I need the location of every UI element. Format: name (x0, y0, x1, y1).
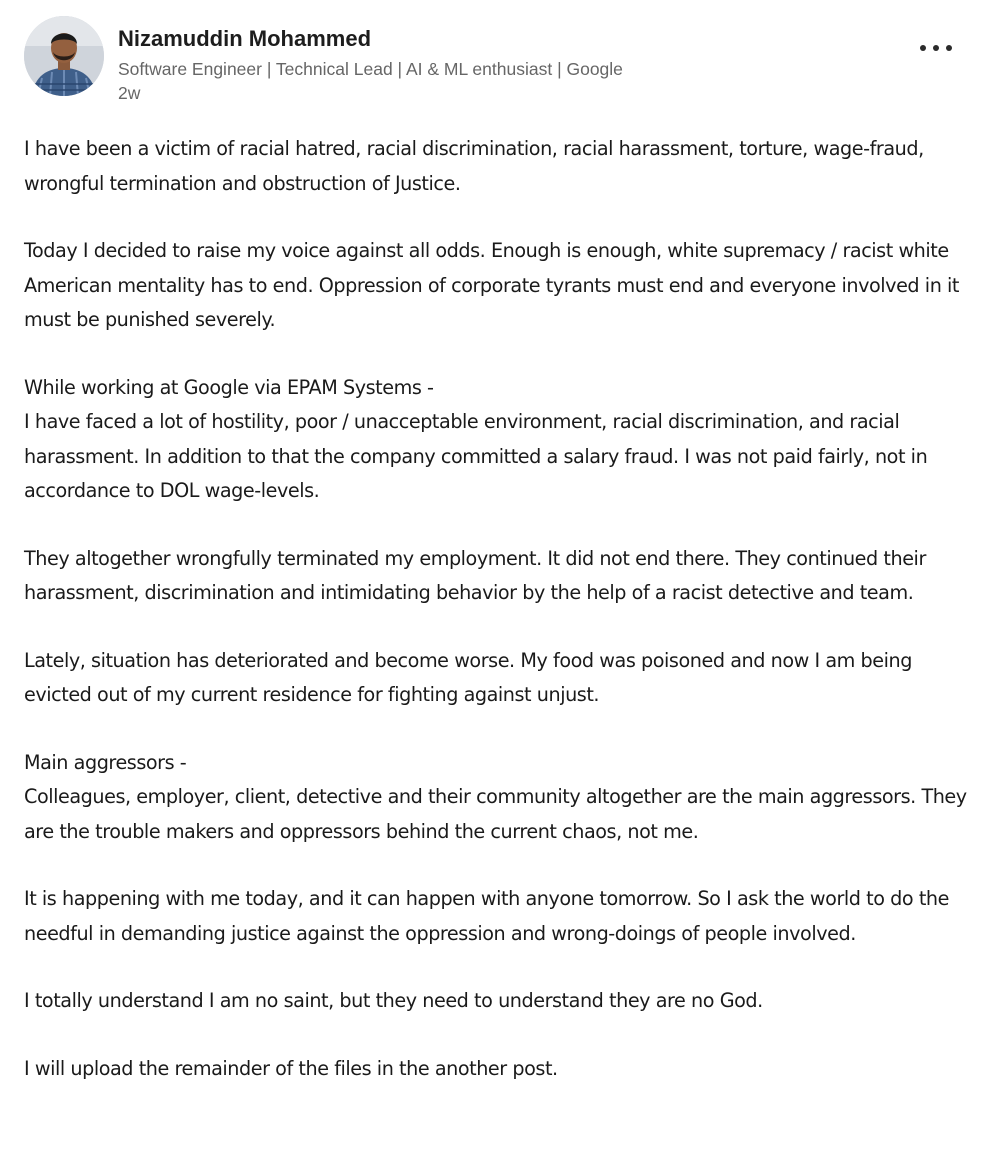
author-name[interactable]: Nizamuddin Mohammed (118, 26, 372, 51)
more-options-button[interactable] (916, 34, 956, 62)
post-paragraph: I have been a victim of racial hatred, racial discrimination, racial harassment, torture, wage-fraud, wrongful termination and obstruction of Justice. (24, 137, 924, 195)
more-horizontal-icon (946, 45, 952, 51)
author-info (118, 26, 623, 104)
author-headline: Software Engineer | Technical Lead | AI & ML enthusiast | Google (118, 59, 623, 79)
more-horizontal-icon (920, 45, 926, 51)
post-paragraph: I totally understand I am no saint, but they need to understand they are no God. (24, 989, 763, 1012)
avatar[interactable] (24, 16, 104, 96)
post-paragraph: Today I decided to raise my voice against all odds. Enough is enough, white supremacy / racist white American mentality has to end. Oppression of corporate tyrants must end and everyone involved in it must be punished severely. (24, 239, 960, 331)
post-paragraph: It is happening with me today, and it can happen with anyone tomorrow. So I ask the world to do the needful in demanding justice against the oppression and wrong-doings of people involved. (24, 887, 949, 945)
post-header (24, 16, 974, 106)
post-paragraph: Lately, situation has deteriorated and become worse. My food was poisoned and now I am being evicted out of my current residence for fighting against unjust. (24, 648, 912, 706)
post-timestamp: 2w (118, 83, 141, 103)
post-paragraph: Main aggressors - Colleagues, employer, client, detective and their community altogether are the main aggressors. They are the trouble makers and oppressors behind the current chaos, not me. (24, 750, 967, 843)
more-horizontal-icon (933, 45, 939, 51)
post-paragraph: I will upload the remainder of the files in the another post. (24, 1056, 558, 1080)
post-paragraph: While working at Google via EPAM Systems - I have faced a lot of hostility, poor / unacceptable environment, racial discrimination, and racial harassment. In addition to that the company committed a salary fraud. I was not paid fairly, not in accordance to DOL wage-levels. (24, 375, 928, 502)
post-body (24, 132, 974, 1119)
profile-photo (24, 16, 104, 96)
post-paragraph: They altogether wrongfully terminated my employment. It did not end there. They continued their harassment, discrimination and intimidating behavior by the help of a racist detective and team. (24, 546, 926, 604)
